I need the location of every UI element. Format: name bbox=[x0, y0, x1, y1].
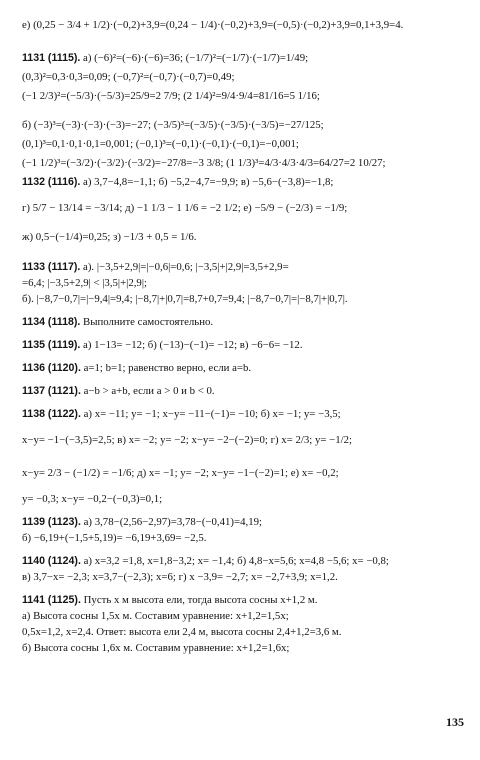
text-line bbox=[22, 114, 466, 136]
text-line bbox=[22, 314, 466, 330]
line-text: 0,5x=1,2, x=2,4. Ответ: высота ели 2,4 м, высота сосны 2,4+1,2=3,6 м. bbox=[22, 626, 342, 638]
line-text: (0,1)³=0,1·0,1·0,1=0,001; (−0,1)³=(−0,1)·(−0,1)·(−0,1)=−0,001; bbox=[22, 138, 299, 150]
text-line bbox=[22, 592, 466, 608]
line-text: а). |−3,5+2,9|=|−0,6|=0,6; |−3,5|+|2,9|=3,5+2,9= bbox=[80, 261, 289, 273]
exercise-number: 1135 (1119). bbox=[22, 339, 81, 351]
line-text: (0,3)²=0,3·0,3=0,09; (−0,7)²=(−0,7)·(−0,7)=0,49; bbox=[22, 71, 235, 83]
line-text: (−1 2/3)²=(−5/3)·(−5/3)=25/9=2 7/9; (2 1/4)²=9/4·9/4=81/16=5 1/16; bbox=[22, 90, 320, 102]
text-line bbox=[22, 569, 466, 585]
text-line bbox=[22, 85, 466, 107]
text-line bbox=[22, 174, 466, 190]
text-line bbox=[22, 14, 466, 36]
line-text: а) 3,7−4,8=−1,1; б) −5,2−4,7=−9,9; в) −5,6−(−3,8)=−1,8; bbox=[80, 176, 334, 188]
line-text: ж) 0,5−(−1/4)=0,25; з) −1/3 + 0,5 = 1/6. bbox=[22, 231, 197, 243]
line-text: г) 5/7 − 13/14 = −3/14; д) −1 1/3 − 1 1/6 = −2 1/2; е) −5/9 − (−2/3) = −1/9; bbox=[22, 202, 348, 214]
line-text: x−y= 2/3 − (−1/2) = −1/6; д) x= −1; y= −2; x−y= −1−(−2)=1; е) x= −0,2; bbox=[22, 467, 339, 479]
line-text: Пусть x м высота ели, тогда высота сосны x+1,2 м. bbox=[80, 594, 318, 606]
line-text: a=1; b=1; равенство верно, если a=b. bbox=[80, 362, 252, 374]
exercise-number: 1140 (1124). bbox=[22, 555, 81, 567]
text-line bbox=[22, 491, 466, 507]
text-line bbox=[22, 383, 466, 399]
exercise-number: 1139 (1123). bbox=[22, 516, 81, 528]
line-text: а) Высота сосны 1,5x м. Составим уравнение: x+1,2=1,5x; bbox=[22, 610, 289, 622]
line-text: е) (0,25 − 3/4 + 1/2)·(−0,2)+3,9=(0,24 − 1/4)·(−0,2)+3,9=(−0,5)·(−0,2)+3,9=0,1+3,9=4. bbox=[22, 19, 404, 31]
exercise-number: 1132 (1116). bbox=[22, 176, 81, 188]
line-text: Выполните самостоятельно. bbox=[80, 316, 214, 328]
text-line bbox=[22, 429, 466, 451]
exercise-number: 1137 (1121). bbox=[22, 385, 81, 397]
text-line bbox=[22, 640, 466, 656]
line-text: y= −0,3; x−y= −0,2−(−0,3)=0,1; bbox=[22, 493, 163, 505]
text-line bbox=[22, 462, 466, 484]
line-text: а) x= −11; y= −1; x−y= −11−(−1)= −10; б) x= −1; y= −3,5; bbox=[80, 408, 341, 420]
exercise-number: 1131 (1115). bbox=[22, 52, 81, 64]
line-text: б) −6,19+(−1,5+5,19)= −6,19+3,69= −2,5. bbox=[22, 532, 207, 544]
line-text: (−1 1/2)³=(−3/2)·(−3/2)·(−3/2)=−27/8=−3 3/8; (1 1/3)³=4/3·4/3·4/3=64/27=2 10/27; bbox=[22, 157, 386, 169]
text-line bbox=[22, 275, 466, 291]
line-text: в) 3,7−x= −2,3; x=3,7−(−2,3); x=6; г) x −3,9= −2,7; x= −2,7+3,9; x=1,2. bbox=[22, 571, 338, 583]
line-text: б). |−8,7−0,7|=|−9,4|=9,4; |−8,7|+|0,7|=8,7+0,7=9,4; |−8,7−0,7|=|−8,7|+|0,7|. bbox=[22, 293, 348, 305]
text-line bbox=[22, 624, 466, 640]
text-line bbox=[22, 47, 466, 69]
text-line bbox=[22, 406, 466, 422]
exercise-number: 1134 (1118). bbox=[22, 316, 81, 328]
line-text: x−y= −1−(−3,5)=2,5; в) x= −2; y= −2; x−y= −2−(−2)=0; г) x= 2/3; y= −1/2; bbox=[22, 434, 353, 446]
exercise-number: 1141 (1125). bbox=[22, 594, 81, 606]
text-line bbox=[22, 69, 466, 85]
text-line bbox=[22, 337, 466, 353]
line-text: а) x=3,2 =1,8, x=1,8−3,2; x= −1,4; б) 4,8−x=5,6; x=4,8 −5,6; x= −0,8; bbox=[80, 555, 389, 567]
text-line bbox=[22, 514, 466, 530]
exercise-number: 1138 (1122). bbox=[22, 408, 81, 420]
text-line bbox=[22, 553, 466, 569]
page-number: 135 bbox=[446, 715, 464, 729]
exercise-number: 1133 (1117). bbox=[22, 261, 81, 273]
text-line bbox=[22, 291, 466, 307]
text-line bbox=[22, 197, 466, 219]
text-line bbox=[22, 226, 466, 248]
line-text: а) 1−13= −12; б) (−13)−(−1)= −12; в) −6−6= −12. bbox=[80, 339, 303, 351]
line-text: б) (−3)³=(−3)·(−3)·(−3)=−27; (−3/5)³=(−3/5)·(−3/5)·(−3/5)=−27/125; bbox=[22, 119, 324, 131]
text-line bbox=[22, 152, 466, 174]
text-line bbox=[22, 360, 466, 376]
text-line bbox=[22, 259, 466, 275]
solutions-text bbox=[22, 14, 466, 656]
line-text: б) Высота сосны 1,6x м. Составим уравнение: x+1,2=1,6x; bbox=[22, 642, 290, 654]
text-line bbox=[22, 530, 466, 546]
text-line bbox=[22, 608, 466, 624]
line-text: =6,4; |−3,5+2,9| < |3,5|+|2,9|; bbox=[22, 277, 147, 289]
line-text: а) (−6)²=(−6)·(−6)=36; (−1/7)²=(−1/7)·(−1/7)=1/49; bbox=[80, 52, 309, 64]
text-line bbox=[22, 136, 466, 152]
line-text: a−b > a+b, если a > 0 и b < 0. bbox=[80, 385, 215, 397]
exercise-number: 1136 (1120). bbox=[22, 362, 81, 374]
line-text: а) 3,78−(2,56−2,97)=3,78−(−0,41)=4,19; bbox=[80, 516, 262, 528]
